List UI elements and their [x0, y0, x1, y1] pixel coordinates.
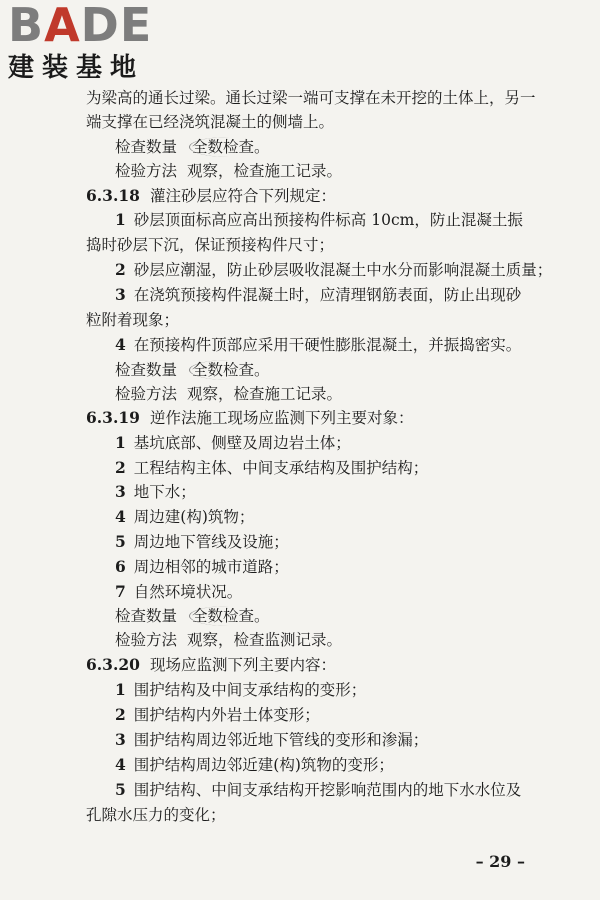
- item-text: 围护结构及中间支承结构的变形；: [133, 681, 367, 699]
- item-text: 地下水；: [133, 483, 196, 501]
- list-item-continued: 粒附着现象；: [86, 311, 180, 329]
- check-quantity-value: 全数检查。: [189, 360, 270, 380]
- section-number: 6.3.20: [86, 655, 140, 674]
- check-method-line: [115, 384, 342, 404]
- item-text: 自然环境状况。: [133, 583, 243, 601]
- paragraph-line: 端支撑在已经浇筑混凝土的侧墙上。: [86, 113, 335, 131]
- item-number: 7: [115, 582, 126, 601]
- check-quantity-label: 检查数量: [115, 138, 178, 156]
- item-text: 砂层顶面标高应高出预接构件标高 10cm，防止混凝土振: [133, 211, 523, 229]
- list-item: [115, 532, 289, 552]
- item-number: 1: [115, 210, 126, 229]
- item-text: 围护结构周边邻近建(构)筑物的变形；: [133, 756, 394, 774]
- list-item: [115, 458, 428, 478]
- item-number: 2: [115, 458, 126, 477]
- item-text: 周边建(构)筑物；: [133, 508, 255, 526]
- check-quantity-line: [115, 360, 270, 380]
- item-number: 5: [115, 532, 126, 551]
- item-text: 砂层应潮湿，防止砂层吸收混凝土中水分而影响混凝土质量；: [133, 261, 553, 279]
- item-number: 2: [115, 260, 126, 279]
- item-number: 4: [115, 335, 126, 354]
- page-number: – 29 –: [475, 852, 525, 871]
- check-method-label: 检验方法: [115, 385, 178, 403]
- item-number: 5: [115, 780, 126, 799]
- check-method-value: 观察，检查施工记录。: [187, 162, 343, 180]
- section-heading: [86, 408, 413, 428]
- section-number: 6.3.19: [86, 408, 140, 427]
- list-item: [115, 507, 254, 527]
- item-number: 6: [115, 557, 126, 576]
- item-number: 4: [115, 507, 126, 526]
- check-method-line: [115, 161, 342, 181]
- section-title: 现场应监测下列主要内容：: [149, 656, 336, 674]
- item-text: 在预接构件顶部应采用干硬性膨胀混凝土，并振捣密实。: [133, 336, 522, 354]
- check-quantity-value: 全数检查。: [189, 606, 270, 626]
- list-item: [115, 260, 552, 280]
- item-text: 围护结构周边邻近地下管线的变形和渗漏；: [133, 731, 429, 749]
- item-text: 周边相邻的城市道路；: [133, 558, 289, 576]
- section-number: 6.3.18: [86, 186, 140, 205]
- item-text: 工程结构主体、中间支承结构及围护结构；: [133, 459, 429, 477]
- item-number: 3: [115, 285, 126, 304]
- list-item: [115, 680, 366, 700]
- check-method-label: 检验方法: [115, 162, 178, 180]
- logo-text: BADE: [8, 0, 153, 52]
- check-quantity-line: [115, 606, 270, 626]
- check-quantity-value: 全数检查。: [189, 137, 270, 157]
- item-number: 1: [115, 680, 126, 699]
- item-number: 2: [115, 705, 126, 724]
- section-heading: [86, 655, 336, 675]
- list-item: [115, 557, 289, 577]
- list-item: [115, 705, 320, 725]
- list-item: [115, 730, 428, 750]
- section-title: 逆作法施工现场应监测下列主要对象：: [149, 409, 414, 427]
- logo-wordmark: [8, 0, 153, 52]
- check-method-value: 观察，检查监测记录。: [187, 631, 343, 649]
- item-number: 1: [115, 433, 126, 452]
- list-item-continued: 孔隙水压力的变化；: [86, 806, 226, 824]
- paragraph-line: 为梁高的通长过梁。通长过梁一端可支撑在未开挖的土体上，另一: [86, 89, 536, 107]
- section-heading: [86, 186, 336, 206]
- item-text: 围护结构内外岩土体变形；: [133, 706, 320, 724]
- item-number: 3: [115, 730, 126, 749]
- list-item: [115, 780, 521, 800]
- item-text: 在浇筑预接构件混凝土时，应清理钢筋表面，防止出现砂: [133, 286, 522, 304]
- check-quantity-label: 检查数量: [115, 361, 178, 379]
- item-text: 周边地下管线及设施；: [133, 533, 289, 551]
- check-quantity-line: [115, 137, 270, 157]
- section-title: 灌注砂层应符合下列规定：: [149, 187, 336, 205]
- check-quantity-label: 检查数量: [115, 607, 178, 625]
- check-method-value: 观察，检查施工记录。: [187, 385, 343, 403]
- item-text: 基坑底部、侧壁及周边岩土体；: [133, 434, 351, 452]
- item-text: 围护结构、中间支承结构开挖影响范围内的地下水水位及: [133, 781, 522, 799]
- logo-subtitle: 建装基地: [8, 53, 145, 83]
- item-number: 4: [115, 755, 126, 774]
- list-item: [115, 755, 394, 775]
- logo: [8, 2, 152, 82]
- check-method-label: 检验方法: [115, 631, 178, 649]
- list-item: [115, 210, 523, 230]
- list-item-continued: 捣时砂层下沉，保证预接构件尺寸；: [86, 236, 335, 254]
- list-item: [115, 335, 521, 355]
- item-number: 3: [115, 482, 126, 501]
- list-item: [115, 285, 521, 305]
- list-item: [115, 433, 351, 453]
- list-item: [115, 582, 242, 602]
- list-item: [115, 482, 196, 502]
- check-method-line: [115, 630, 342, 650]
